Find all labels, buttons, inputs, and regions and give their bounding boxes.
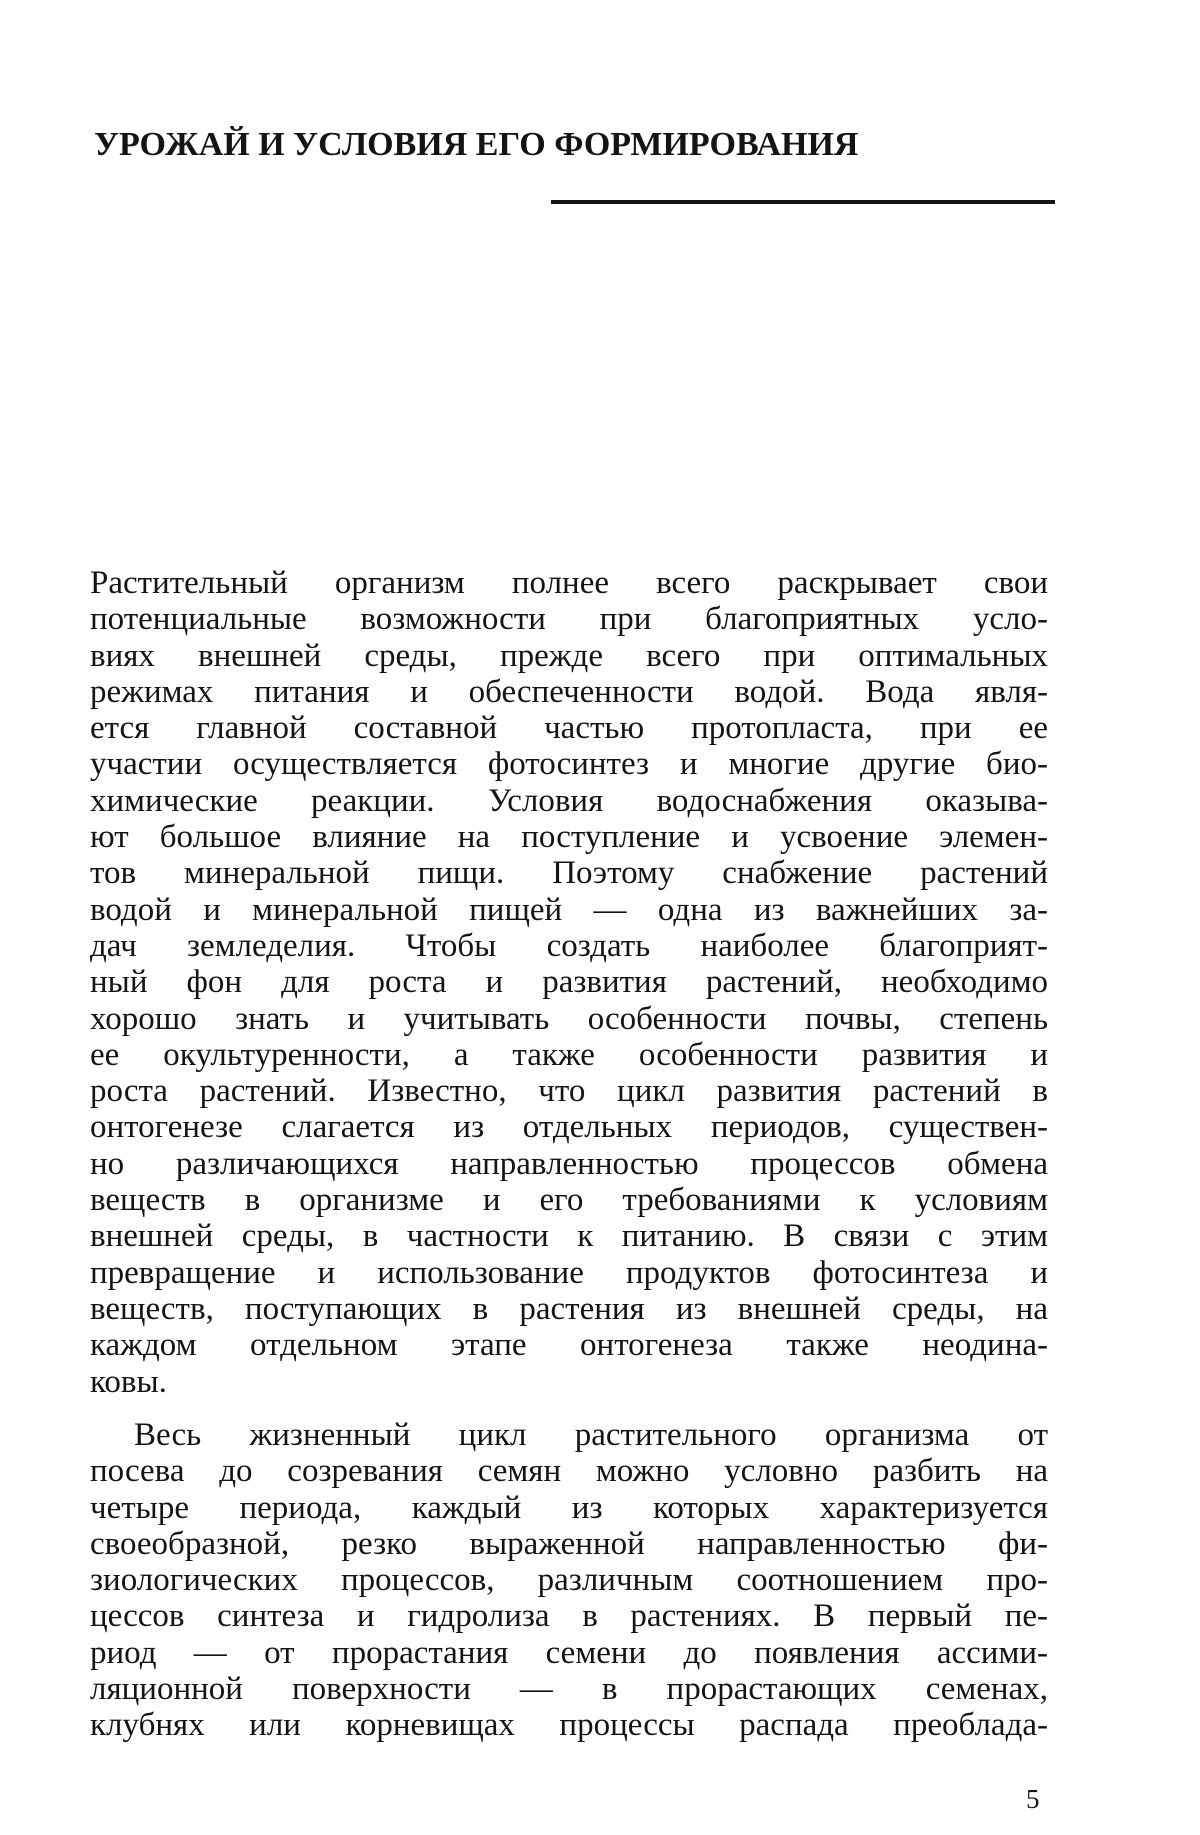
- text-line: хорошо знать и учитывать особенности почвы, степень: [90, 1000, 1048, 1037]
- text-line: превращение и использование продуктов фотосинтеза и: [90, 1254, 1048, 1291]
- text-line: клубнях или корневищах процессы распада преоблада-: [90, 1707, 1048, 1744]
- text-line: дач земледелия. Чтобы создать наиболее благоприят-: [90, 927, 1048, 964]
- text-line: цессов синтеза и гидролиза в растениях. В первый пе-: [90, 1598, 1048, 1635]
- text-line: зиологических процессов, различным соотношением про-: [90, 1562, 1048, 1599]
- text-line: виях внешней среды, прежде всего при оптимальных: [90, 637, 1048, 674]
- text-line: онтогенезе слагается из отдельных периодов, существен-: [90, 1109, 1048, 1146]
- text-line: ее окультуренности, а также особенности развития и: [90, 1036, 1048, 1073]
- text-line: ный фон для роста и развития растений, необходимо: [90, 964, 1048, 1001]
- text-line: посева до созревания семян можно условно разбить на: [90, 1453, 1048, 1490]
- text-line: риод — от прорастания семени до появления ассими-: [90, 1634, 1048, 1671]
- text-line: режимах питания и обеспеченности водой. Вода явля-: [90, 673, 1048, 710]
- text-line: химические реакции. Условия водоснабжения оказыва-: [90, 782, 1048, 819]
- page-number: 5: [1026, 1784, 1040, 1814]
- paragraph: [90, 565, 1048, 1400]
- text-line: Весь жизненный цикл растительного организма от: [134, 1417, 1048, 1453]
- text-line: четыре периода, каждый из которых характеризуется: [90, 1489, 1048, 1526]
- text-line: веществ, поступающих в растения из внешней среды, на: [90, 1290, 1048, 1327]
- text-line: водой и минеральной пищей — одна из важнейших за-: [90, 891, 1048, 928]
- text-line: ют большое влияние на поступление и усвоение элемен-: [90, 819, 1048, 856]
- text-line: роста растений. Известно, что цикл развития растений в: [90, 1073, 1048, 1110]
- text-line: ляционной поверхности — в прорастающих семенах,: [90, 1671, 1048, 1708]
- text-line: каждом отдельном этапе онтогенеза также неодина-: [90, 1327, 1048, 1364]
- text-line: участии осуществляется фотосинтез и многие другие био-: [90, 746, 1048, 783]
- title-rule: [551, 200, 1055, 204]
- text-line: веществ в организме и его требованиями к условиям: [90, 1182, 1048, 1219]
- text-line: Растительный организм полнее всего раскрывает свои: [90, 565, 1048, 601]
- text-line: ется главной составной частью протопласта, при ее: [90, 710, 1048, 747]
- text-line: потенциальные возможности при благоприятных усло-: [90, 601, 1048, 638]
- text-line: внешней среды, в частности к питанию. В связи с этим: [90, 1218, 1048, 1255]
- text-line: своеобразной, резко выраженной направленностью фи-: [90, 1525, 1048, 1562]
- text-line: тов минеральной пищи. Поэтому снабжение растений: [90, 855, 1048, 892]
- paragraph: [90, 1417, 1048, 1744]
- text-line: но различающихся направленностью процессов обмена: [90, 1145, 1048, 1182]
- text-line: ковы.: [90, 1363, 167, 1400]
- page-title: УРОЖАЙ И УСЛОВИЯ ЕГО ФОРМИРОВАНИЯ: [94, 126, 859, 163]
